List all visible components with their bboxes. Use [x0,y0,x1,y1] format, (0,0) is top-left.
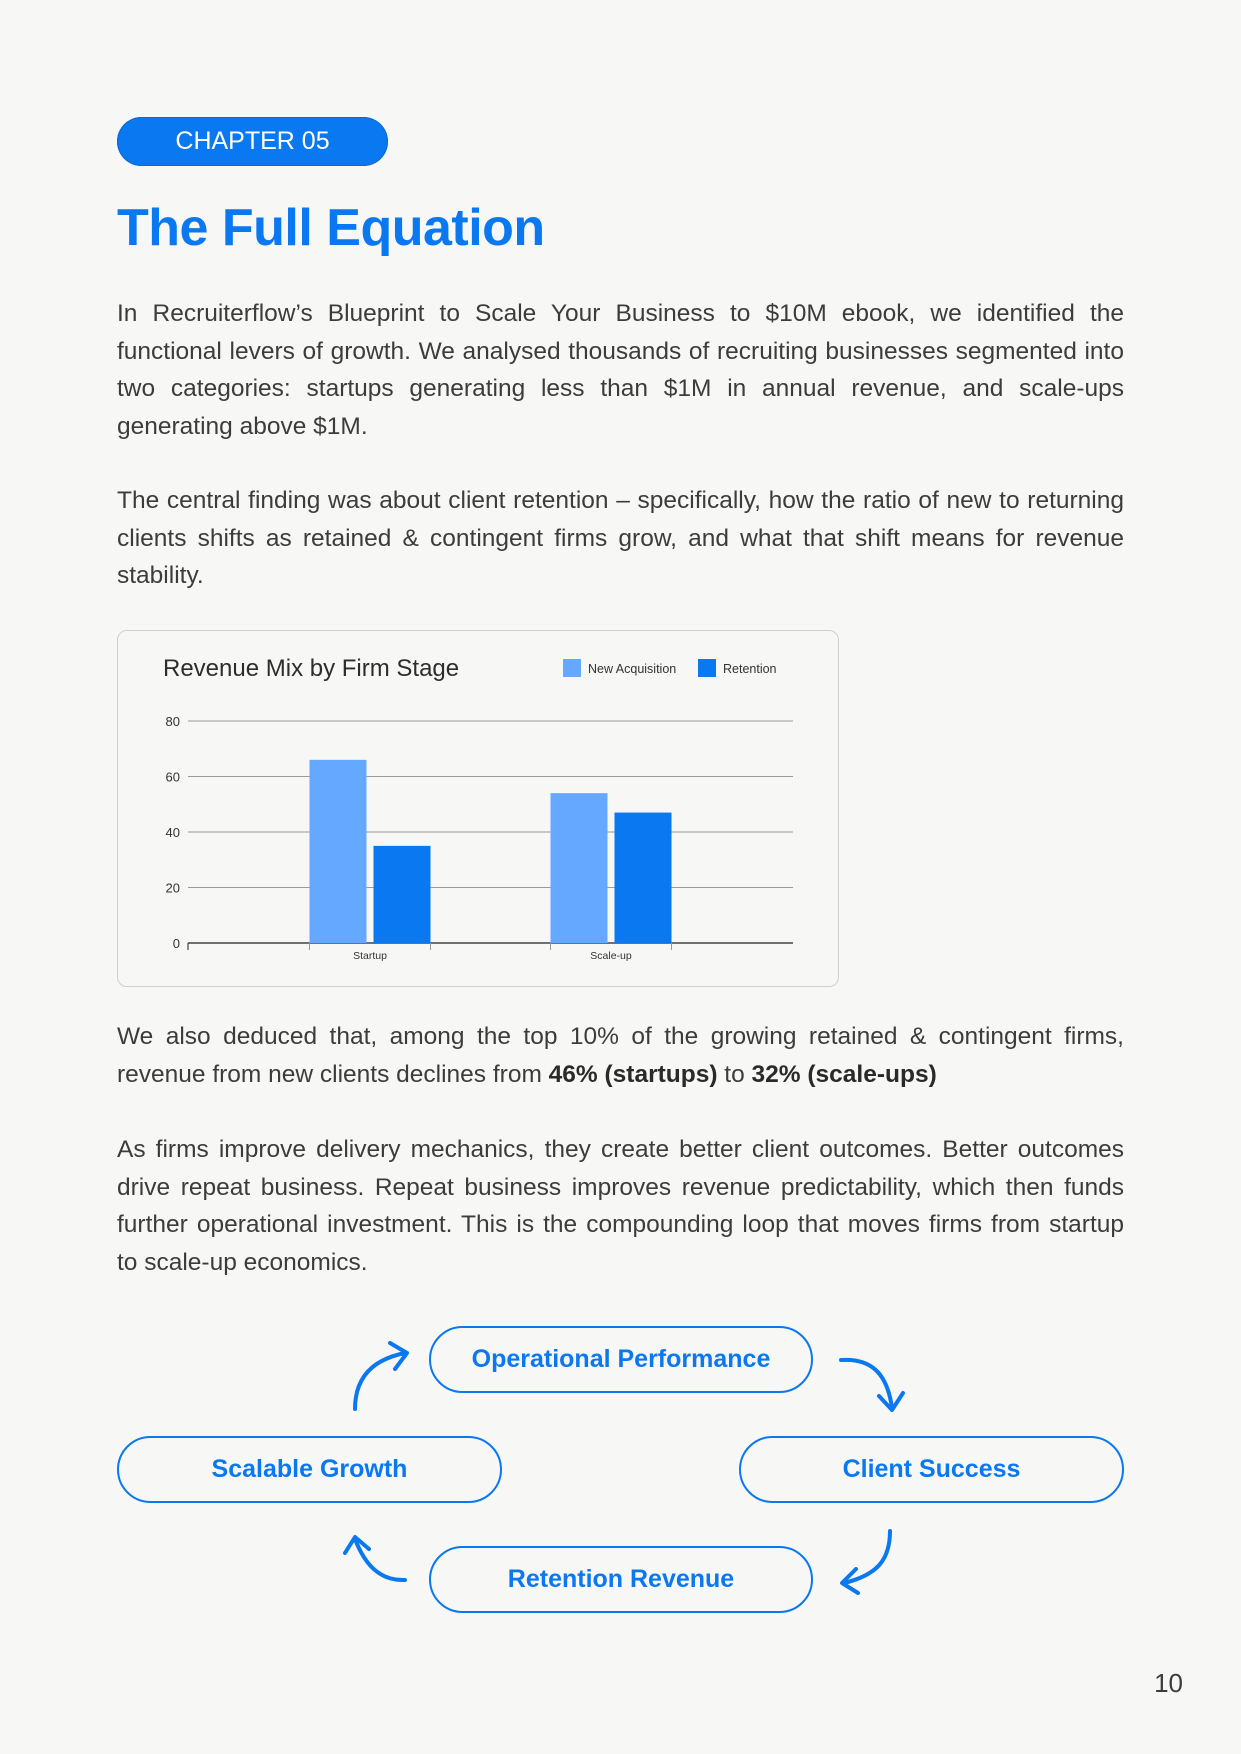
scaleup-stat: 32% (scale-ups) [751,1060,937,1088]
intro-paragraph: In Recruiterflow’s Blueprint to Scale Your Business to $10M ebook, we identified the functional levers of growth. We analysed thousands of recruiting businesses segmented into two categories: startups generating less than $1M in annual revenue, and scale-ups generating above $1M. [117,300,1124,440]
chart-title: Revenue Mix by Firm Stage [163,655,460,682]
legend-swatch [563,659,581,677]
curved-arrow-up-right-icon [345,1335,415,1415]
flow-node-client-success: Client Success [739,1436,1124,1503]
curved-arrow-down-right-icon [835,1350,910,1420]
legend-label: Retention [723,662,777,676]
page-title: The Full Equation [117,199,545,257]
chart-y-ticks [166,714,180,951]
x-tick-label: Startup [353,950,387,962]
deduction-paragraph [117,1018,1124,1093]
x-tick-label: Scale-up [590,950,632,962]
y-tick-label: 60 [165,769,180,785]
y-tick-label: 80 [165,714,180,729]
chart-legend [563,659,777,677]
legend-swatch [698,659,716,677]
bar-retention-startup [374,846,431,943]
page-number: 10 [1154,1668,1183,1698]
flow-node-retention-revenue: Retention Revenue [429,1546,813,1613]
legend-label: New Acquisition [588,662,677,676]
startup-stat: 46% (startups) [548,1060,718,1088]
y-tick-label: 40 [165,825,180,840]
y-tick-label: 0 [172,936,180,951]
chart-bars [310,760,672,943]
chart-canvas [118,631,840,988]
chart-x-ticks [310,943,672,962]
revenue-mix-chart [117,630,839,987]
chart-gridlines [188,721,793,950]
loop-paragraph: As firms improve delivery mechanics, they create better client outcomes. Better outcomes drive repeat business. Repeat business improves revenue predictability, which then funds further operational investment. This is the compounding loop that moves firms from startup to scale-up economics. [117,1136,1124,1276]
deduction-text: We also deduced that, among the top 10% of the growing retained & contingent firms, revenue from new clients declines from [117,1023,1124,1088]
bar-new-acquisition-startup [310,760,367,943]
flow-node-operational-performance: Operational Performance [429,1326,813,1393]
chapter-badge: CHAPTER 05 [117,117,388,166]
deduction-connector: to [717,1060,752,1088]
y-tick-label: 20 [165,880,180,896]
finding-paragraph: The central finding was about client retention – specifically, how the ratio of new to returning clients shifts as retained & contingent firms grow, and what that shift means for revenue stability. [117,487,1124,589]
flow-node-scalable-growth: Scalable Growth [117,1436,502,1503]
curved-arrow-down-left-icon [832,1525,912,1595]
curved-arrow-up-left-icon [335,1525,410,1595]
bar-new-acquisition-scale-up [551,793,608,943]
bar-retention-scale-up [615,813,672,943]
